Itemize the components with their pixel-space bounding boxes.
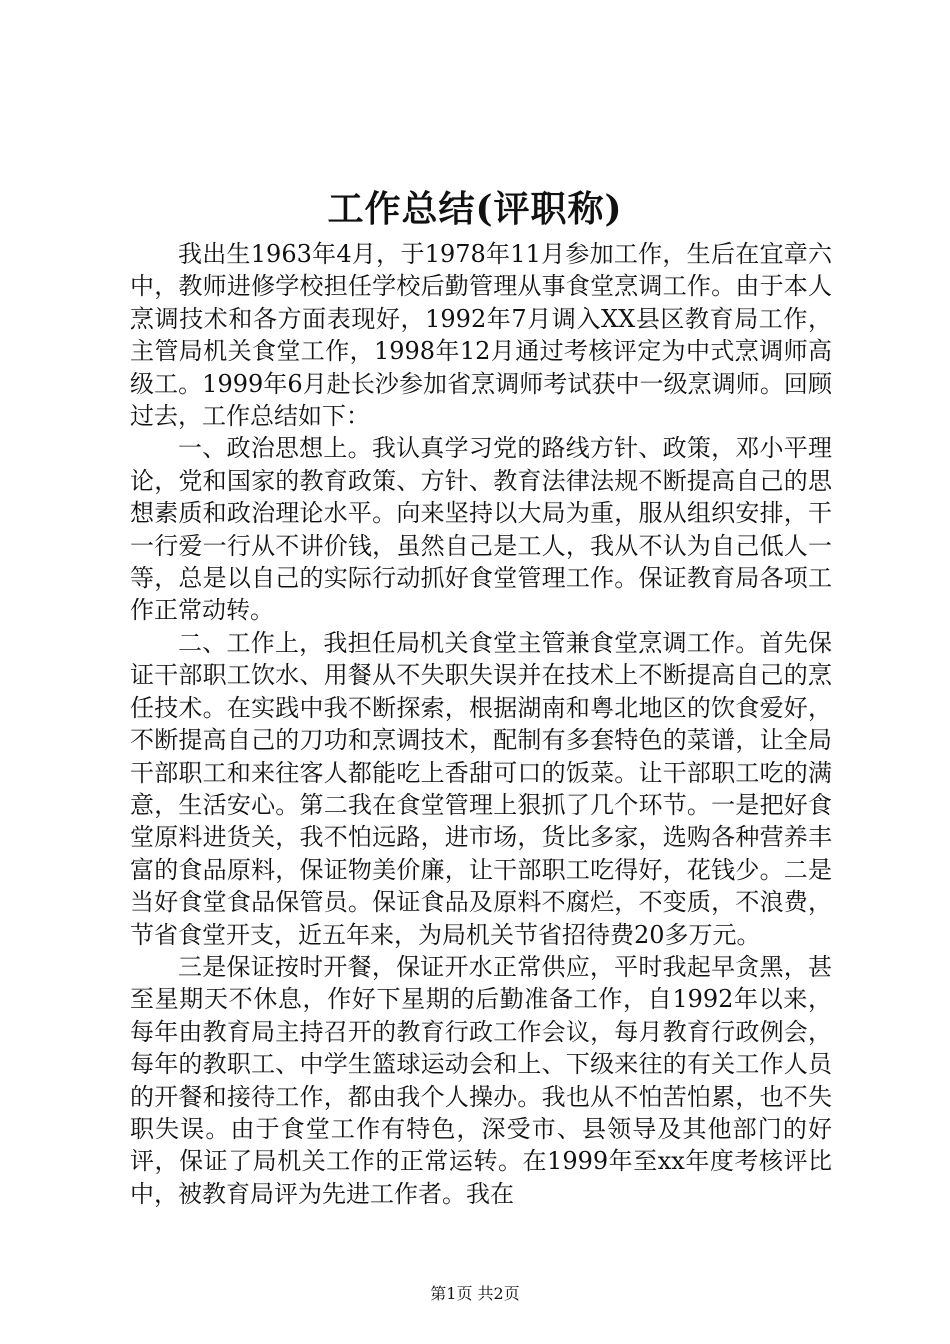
page-footer: 第1页 共2页	[430, 1284, 520, 1303]
paragraph-work: 二、工作上，我担任局机关食堂主管兼食堂烹调工作。首先保证干部职工饮水、用餐从不失职失误并在技术上不断提高自己的烹任技术。在实践中我不断探索，根据湖南和粤北地区的饮食爱好，不断提高自己的刀功和烹调技术，配制有多套特色的菜谱，让全局干部职工和来往客人都能吃上香甜可口的饭菜。让干部职工吃的满意，生活安心。第二我在食堂管理上狠抓了几个环节。一是把好食堂原料进货关，我不怕远路，进市场，货比多家，选购各种营养丰富的食品原料，保证物美价廉，让干部职工吃得好，花钱少。二是当好食堂食品保管员。保证食品及原料不腐烂，不变质，不浪费，节省食堂开支，近五年来，为局机关节省招待费20多万元。	[130, 628, 832, 949]
paragraph-intro: 我出生1963年4月，于1978年11月参加工作，生后在宜章六中，教师进修学校担任学校后勤管理从事食堂烹调工作。由于本人烹调技术和各方面表现好，1992年7月调入XX县区教育局工作，主管局机关食堂工作，1998年12月通过考核评定为中式烹调师高级工。1999年6月赴长沙参加省烹调师考试获中一级烹调师。回顾过去，工作总结如下：	[130, 240, 832, 431]
paragraph-political: 一、政治思想上。我认真学习党的路线方针、政策，邓小平理论，党和国家的教育政策、方针、教育法律法规不断提高自己的思想素质和政治理论水平。向来坚持以大局为重，服从组织安排，干一行爱一行从不讲价钱，虽然自己是工人，我从不认为自己低人一等，总是以自己的实际行动抓好食堂管理工作。保证教育局各项工作正常动转。	[130, 434, 832, 625]
document-title: 工作总结(评职称)	[327, 188, 623, 230]
paragraph-meals: 三是保证按时开餐，保证开水正常供应，平时我起早贪黑，甚至星期天不休息，作好下星期的后勤准备工作，自1992年以来，每年由教育局主持召开的教育行政工作会议，每月教育行政例会，每年的教职工、中学生篮球运动会和上、下级来往的有关工作人员的开餐和接待工作，都由我个人操办。我也从不怕苦怕累，也不失职失误。由于食堂工作有特色，深受市、县领导及其他部门的好评，保证了局机关工作的正常运转。在1999年至xx年度考核评比中，被教育局评为先进工作者。我在	[130, 952, 832, 1208]
document-body	[130, 238, 832, 1210]
